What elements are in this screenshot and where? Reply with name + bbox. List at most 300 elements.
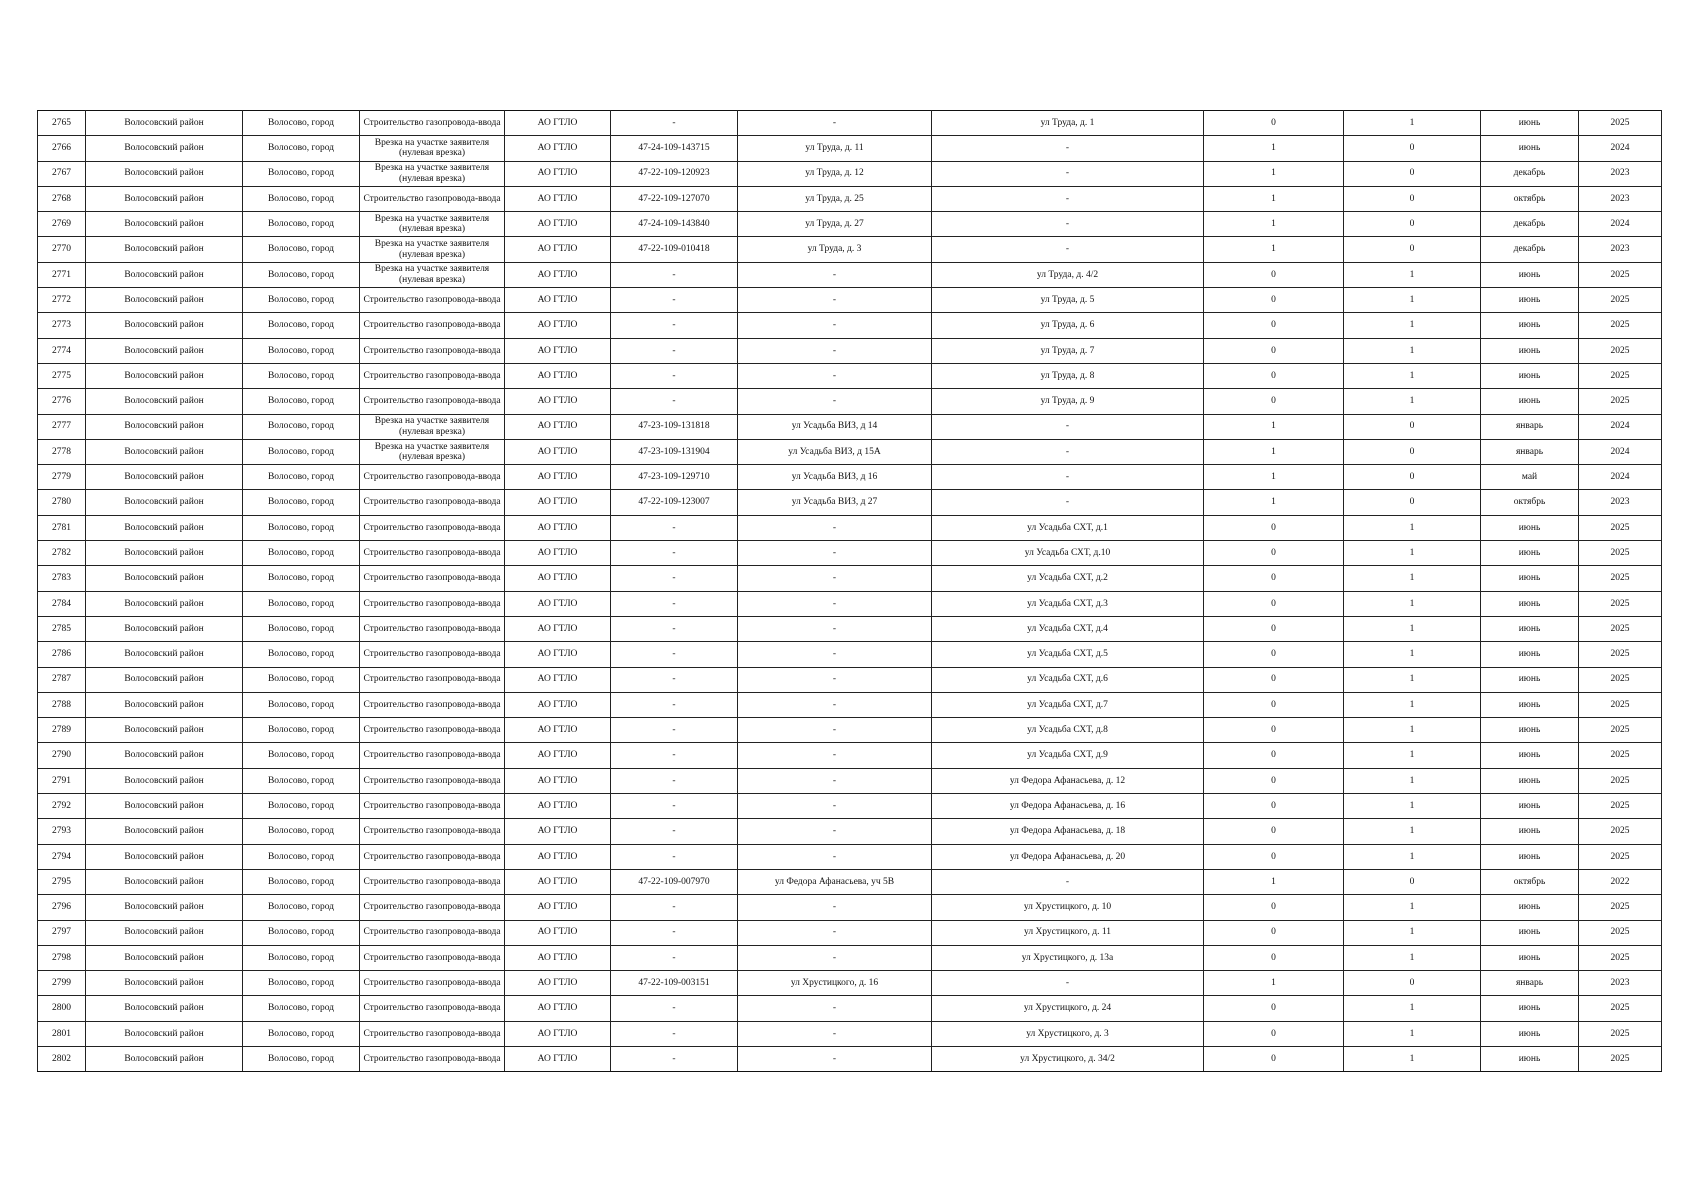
- contract-number-cell: -: [611, 743, 738, 768]
- work-type-cell: Строительство газопровода-ввода: [360, 945, 505, 970]
- table-row: [38, 692, 1662, 717]
- contract-number-cell: -: [611, 591, 738, 616]
- contract-number-cell: -: [611, 667, 738, 692]
- table-row: [38, 212, 1662, 237]
- contract-address-cell: -: [738, 515, 932, 540]
- district-cell: Волосовский район: [86, 591, 243, 616]
- month-cell: июнь: [1481, 996, 1579, 1021]
- contracted-count-cell: 0: [1204, 616, 1344, 641]
- district-cell: Волосовский район: [86, 819, 243, 844]
- planned-count-cell: 1: [1344, 1021, 1481, 1046]
- year-cell: 2025: [1579, 819, 1662, 844]
- month-cell: июнь: [1481, 1021, 1579, 1046]
- year-cell: 2025: [1579, 541, 1662, 566]
- year-cell: 2025: [1579, 743, 1662, 768]
- year-cell: 2023: [1579, 161, 1662, 186]
- row-number-cell: 2779: [38, 465, 86, 490]
- row-number-cell: 2784: [38, 591, 86, 616]
- settlement-cell: Волосово, город: [243, 692, 360, 717]
- contract-address-cell: -: [738, 945, 932, 970]
- month-cell: июнь: [1481, 895, 1579, 920]
- contract-number-cell: -: [611, 363, 738, 388]
- work-type-cell: Строительство газопровода-ввода: [360, 996, 505, 1021]
- table-row: [38, 794, 1662, 819]
- planned-count-cell: 1: [1344, 667, 1481, 692]
- organization-cell: АО ГТЛО: [505, 288, 611, 313]
- work-type-cell: Строительство газопровода-ввода: [360, 1046, 505, 1071]
- address-cell: -: [932, 414, 1204, 439]
- district-cell: Волосовский район: [86, 313, 243, 338]
- month-cell: июнь: [1481, 642, 1579, 667]
- month-cell: май: [1481, 465, 1579, 490]
- contract-address-cell: -: [738, 262, 932, 287]
- address-cell: ул Труда, д. 8: [932, 363, 1204, 388]
- contract-address-cell: -: [738, 313, 932, 338]
- row-number-cell: 2771: [38, 262, 86, 287]
- contract-address-cell: -: [738, 718, 932, 743]
- settlement-cell: Волосово, город: [243, 288, 360, 313]
- address-cell: ул Хрустицкого, д. 24: [932, 996, 1204, 1021]
- address-cell: -: [932, 212, 1204, 237]
- contract-address-cell: -: [738, 1021, 932, 1046]
- contract-number-cell: -: [611, 895, 738, 920]
- settlement-cell: Волосово, город: [243, 566, 360, 591]
- row-number-cell: 2778: [38, 439, 86, 464]
- organization-cell: АО ГТЛО: [505, 667, 611, 692]
- planned-count-cell: 1: [1344, 945, 1481, 970]
- contracted-count-cell: 0: [1204, 338, 1344, 363]
- work-type-cell: Строительство газопровода-ввода: [360, 515, 505, 540]
- contract-address-cell: ул Усадьба ВИЗ, д 14: [738, 414, 932, 439]
- month-cell: июнь: [1481, 718, 1579, 743]
- address-cell: ул Усадьба СХТ, д.10: [932, 541, 1204, 566]
- table-row: [38, 262, 1662, 287]
- planned-count-cell: 1: [1344, 718, 1481, 743]
- settlement-cell: Волосово, город: [243, 869, 360, 894]
- contracted-count-cell: 1: [1204, 869, 1344, 894]
- row-number-cell: 2793: [38, 819, 86, 844]
- settlement-cell: Волосово, город: [243, 667, 360, 692]
- district-cell: Волосовский район: [86, 1046, 243, 1071]
- settlement-cell: Волосово, город: [243, 718, 360, 743]
- contract-address-cell: -: [738, 338, 932, 363]
- district-cell: Волосовский район: [86, 794, 243, 819]
- month-cell: июнь: [1481, 1046, 1579, 1071]
- contract-address-cell: -: [738, 591, 932, 616]
- address-cell: ул Хрустицкого, д. 13а: [932, 945, 1204, 970]
- planned-count-cell: 1: [1344, 591, 1481, 616]
- district-cell: Волосовский район: [86, 971, 243, 996]
- contract-number-cell: -: [611, 515, 738, 540]
- address-cell: ул Труда, д. 4/2: [932, 262, 1204, 287]
- year-cell: 2024: [1579, 414, 1662, 439]
- contract-address-cell: ул Труда, д. 27: [738, 212, 932, 237]
- district-cell: Волосовский район: [86, 642, 243, 667]
- organization-cell: АО ГТЛО: [505, 262, 611, 287]
- contract-address-cell: -: [738, 768, 932, 793]
- table-row: [38, 186, 1662, 211]
- contracted-count-cell: 0: [1204, 389, 1344, 414]
- work-type-cell: Строительство газопровода-ввода: [360, 363, 505, 388]
- month-cell: декабрь: [1481, 237, 1579, 262]
- row-number-cell: 2791: [38, 768, 86, 793]
- district-cell: Волосовский район: [86, 996, 243, 1021]
- year-cell: 2024: [1579, 465, 1662, 490]
- settlement-cell: Волосово, город: [243, 591, 360, 616]
- organization-cell: АО ГТЛО: [505, 212, 611, 237]
- work-type-cell: Строительство газопровода-ввода: [360, 667, 505, 692]
- planned-count-cell: 1: [1344, 692, 1481, 717]
- row-number-cell: 2802: [38, 1046, 86, 1071]
- row-number-cell: 2789: [38, 718, 86, 743]
- work-type-cell: Строительство газопровода-ввода: [360, 389, 505, 414]
- contract-address-cell: -: [738, 111, 932, 136]
- organization-cell: АО ГТЛО: [505, 490, 611, 515]
- year-cell: 2025: [1579, 389, 1662, 414]
- year-cell: 2025: [1579, 844, 1662, 869]
- district-cell: Волосовский район: [86, 439, 243, 464]
- contracted-count-cell: 1: [1204, 186, 1344, 211]
- year-cell: 2025: [1579, 996, 1662, 1021]
- planned-count-cell: 1: [1344, 515, 1481, 540]
- planned-count-cell: 0: [1344, 237, 1481, 262]
- contract-number-cell: 47-24-109-143840: [611, 212, 738, 237]
- organization-cell: АО ГТЛО: [505, 692, 611, 717]
- row-number-cell: 2795: [38, 869, 86, 894]
- work-type-cell: Строительство газопровода-ввода: [360, 971, 505, 996]
- organization-cell: АО ГТЛО: [505, 743, 611, 768]
- row-number-cell: 2797: [38, 920, 86, 945]
- table-row: [38, 819, 1662, 844]
- contract-number-cell: -: [611, 389, 738, 414]
- row-number-cell: 2800: [38, 996, 86, 1021]
- table-row: [38, 1046, 1662, 1071]
- month-cell: июнь: [1481, 794, 1579, 819]
- contract-number-cell: -: [611, 945, 738, 970]
- settlement-cell: Волосово, город: [243, 338, 360, 363]
- work-type-cell: Врезка на участке заявителя (нулевая врезка): [360, 262, 505, 287]
- planned-count-cell: 1: [1344, 895, 1481, 920]
- contracted-count-cell: 0: [1204, 642, 1344, 667]
- contract-address-cell: -: [738, 819, 932, 844]
- contract-number-cell: -: [611, 996, 738, 1021]
- row-number-cell: 2782: [38, 541, 86, 566]
- address-cell: ул Труда, д. 9: [932, 389, 1204, 414]
- contract-address-cell: -: [738, 692, 932, 717]
- table-row: [38, 743, 1662, 768]
- table-row: [38, 237, 1662, 262]
- year-cell: 2025: [1579, 945, 1662, 970]
- month-cell: июнь: [1481, 515, 1579, 540]
- organization-cell: АО ГТЛО: [505, 389, 611, 414]
- row-number-cell: 2785: [38, 616, 86, 641]
- month-cell: июнь: [1481, 616, 1579, 641]
- organization-cell: АО ГТЛО: [505, 869, 611, 894]
- work-type-cell: Строительство газопровода-ввода: [360, 794, 505, 819]
- planned-count-cell: 1: [1344, 642, 1481, 667]
- address-cell: ул Хрустицкого, д. 11: [932, 920, 1204, 945]
- district-cell: Волосовский район: [86, 895, 243, 920]
- year-cell: 2023: [1579, 971, 1662, 996]
- table-row: [38, 136, 1662, 161]
- planned-count-cell: 1: [1344, 743, 1481, 768]
- year-cell: 2023: [1579, 186, 1662, 211]
- settlement-cell: Волосово, город: [243, 541, 360, 566]
- district-cell: Волосовский район: [86, 465, 243, 490]
- row-number-cell: 2772: [38, 288, 86, 313]
- work-type-cell: Строительство газопровода-ввода: [360, 313, 505, 338]
- contracted-count-cell: 1: [1204, 465, 1344, 490]
- month-cell: июнь: [1481, 667, 1579, 692]
- contracted-count-cell: 0: [1204, 743, 1344, 768]
- work-type-cell: Строительство газопровода-ввода: [360, 819, 505, 844]
- planned-count-cell: 0: [1344, 186, 1481, 211]
- district-cell: Волосовский район: [86, 768, 243, 793]
- address-cell: ул Усадьба СХТ, д.8: [932, 718, 1204, 743]
- district-cell: Волосовский район: [86, 212, 243, 237]
- planned-count-cell: 1: [1344, 616, 1481, 641]
- table-row: [38, 895, 1662, 920]
- table-row: [38, 996, 1662, 1021]
- contract-address-cell: -: [738, 844, 932, 869]
- organization-cell: АО ГТЛО: [505, 945, 611, 970]
- district-cell: Волосовский район: [86, 566, 243, 591]
- settlement-cell: Волосово, город: [243, 1021, 360, 1046]
- contracted-count-cell: 0: [1204, 718, 1344, 743]
- contracted-count-cell: 0: [1204, 288, 1344, 313]
- planned-count-cell: 1: [1344, 819, 1481, 844]
- month-cell: июнь: [1481, 541, 1579, 566]
- row-number-cell: 2770: [38, 237, 86, 262]
- table-row: [38, 869, 1662, 894]
- address-cell: -: [932, 439, 1204, 464]
- row-number-cell: 2787: [38, 667, 86, 692]
- contract-address-cell: ул Федора Афанасьева, уч 5В: [738, 869, 932, 894]
- contract-address-cell: -: [738, 363, 932, 388]
- table-row: [38, 945, 1662, 970]
- row-number-cell: 2786: [38, 642, 86, 667]
- contract-address-cell: ул Труда, д. 3: [738, 237, 932, 262]
- organization-cell: АО ГТЛО: [505, 642, 611, 667]
- contracted-count-cell: 0: [1204, 996, 1344, 1021]
- settlement-cell: Волосово, город: [243, 389, 360, 414]
- contracted-count-cell: 0: [1204, 667, 1344, 692]
- table-row: [38, 465, 1662, 490]
- work-type-cell: Строительство газопровода-ввода: [360, 844, 505, 869]
- district-cell: Волосовский район: [86, 667, 243, 692]
- contracted-count-cell: 0: [1204, 945, 1344, 970]
- month-cell: октябрь: [1481, 869, 1579, 894]
- work-type-cell: Строительство газопровода-ввода: [360, 869, 505, 894]
- table-row: [38, 1021, 1662, 1046]
- organization-cell: АО ГТЛО: [505, 161, 611, 186]
- address-cell: ул Федора Афанасьева, д. 12: [932, 768, 1204, 793]
- contract-address-cell: ул Усадьба ВИЗ, д 15А: [738, 439, 932, 464]
- contract-number-cell: -: [611, 642, 738, 667]
- contract-address-cell: -: [738, 667, 932, 692]
- row-number-cell: 2769: [38, 212, 86, 237]
- settlement-cell: Волосово, город: [243, 136, 360, 161]
- organization-cell: АО ГТЛО: [505, 1021, 611, 1046]
- contracted-count-cell: 0: [1204, 363, 1344, 388]
- planned-count-cell: 1: [1344, 389, 1481, 414]
- district-cell: Волосовский район: [86, 262, 243, 287]
- contract-address-cell: -: [738, 920, 932, 945]
- contract-number-cell: -: [611, 566, 738, 591]
- table-row: [38, 667, 1662, 692]
- month-cell: декабрь: [1481, 212, 1579, 237]
- contract-number-cell: 47-23-109-131818: [611, 414, 738, 439]
- contract-number-cell: 47-24-109-143715: [611, 136, 738, 161]
- month-cell: июнь: [1481, 945, 1579, 970]
- planned-count-cell: 1: [1344, 1046, 1481, 1071]
- row-number-cell: 2765: [38, 111, 86, 136]
- table-row: [38, 642, 1662, 667]
- address-cell: ул Хрустицкого, д. 10: [932, 895, 1204, 920]
- row-number-cell: 2783: [38, 566, 86, 591]
- contract-number-cell: -: [611, 819, 738, 844]
- planned-count-cell: 1: [1344, 313, 1481, 338]
- table-row: [38, 490, 1662, 515]
- organization-cell: АО ГТЛО: [505, 414, 611, 439]
- month-cell: январь: [1481, 414, 1579, 439]
- work-type-cell: Строительство газопровода-ввода: [360, 642, 505, 667]
- planned-count-cell: 1: [1344, 566, 1481, 591]
- work-type-cell: Строительство газопровода-ввода: [360, 566, 505, 591]
- settlement-cell: Волосово, город: [243, 439, 360, 464]
- month-cell: июнь: [1481, 136, 1579, 161]
- year-cell: 2025: [1579, 642, 1662, 667]
- contract-number-cell: -: [611, 541, 738, 566]
- row-number-cell: 2796: [38, 895, 86, 920]
- organization-cell: АО ГТЛО: [505, 136, 611, 161]
- contract-number-cell: -: [611, 718, 738, 743]
- district-cell: Волосовский район: [86, 844, 243, 869]
- contract-address-cell: -: [738, 1046, 932, 1071]
- year-cell: 2023: [1579, 237, 1662, 262]
- year-cell: 2025: [1579, 616, 1662, 641]
- organization-cell: АО ГТЛО: [505, 338, 611, 363]
- contracted-count-cell: 0: [1204, 262, 1344, 287]
- settlement-cell: Волосово, город: [243, 768, 360, 793]
- district-cell: Волосовский район: [86, 389, 243, 414]
- address-cell: ул Усадьба СХТ, д.6: [932, 667, 1204, 692]
- row-number-cell: 2794: [38, 844, 86, 869]
- settlement-cell: Волосово, город: [243, 237, 360, 262]
- year-cell: 2025: [1579, 768, 1662, 793]
- table-row: [38, 920, 1662, 945]
- year-cell: 2025: [1579, 515, 1662, 540]
- contract-number-cell: -: [611, 288, 738, 313]
- settlement-cell: Волосово, город: [243, 895, 360, 920]
- row-number-cell: 2776: [38, 389, 86, 414]
- organization-cell: АО ГТЛО: [505, 465, 611, 490]
- year-cell: 2025: [1579, 363, 1662, 388]
- organization-cell: АО ГТЛО: [505, 363, 611, 388]
- contract-number-cell: -: [611, 616, 738, 641]
- work-type-cell: Врезка на участке заявителя (нулевая врезка): [360, 161, 505, 186]
- settlement-cell: Волосово, город: [243, 313, 360, 338]
- district-cell: Волосовский район: [86, 363, 243, 388]
- contracted-count-cell: 0: [1204, 566, 1344, 591]
- settlement-cell: Волосово, город: [243, 794, 360, 819]
- address-cell: ул Хрустицкого, д. 3: [932, 1021, 1204, 1046]
- organization-cell: АО ГТЛО: [505, 794, 611, 819]
- table-row: [38, 591, 1662, 616]
- table-row: [38, 616, 1662, 641]
- work-type-cell: Строительство газопровода-ввода: [360, 465, 505, 490]
- work-type-cell: Строительство газопровода-ввода: [360, 895, 505, 920]
- month-cell: октябрь: [1481, 186, 1579, 211]
- month-cell: июнь: [1481, 819, 1579, 844]
- year-cell: 2022: [1579, 869, 1662, 894]
- contracted-count-cell: 1: [1204, 439, 1344, 464]
- address-cell: ул Усадьба СХТ, д.9: [932, 743, 1204, 768]
- district-cell: Волосовский район: [86, 945, 243, 970]
- settlement-cell: Волосово, город: [243, 819, 360, 844]
- contract-number-cell: -: [611, 262, 738, 287]
- work-type-cell: Строительство газопровода-ввода: [360, 288, 505, 313]
- planned-count-cell: 1: [1344, 288, 1481, 313]
- year-cell: 2025: [1579, 692, 1662, 717]
- year-cell: 2025: [1579, 1021, 1662, 1046]
- address-cell: ул Усадьба СХТ, д.2: [932, 566, 1204, 591]
- row-number-cell: 2773: [38, 313, 86, 338]
- contracted-count-cell: 1: [1204, 136, 1344, 161]
- organization-cell: АО ГТЛО: [505, 616, 611, 641]
- month-cell: июнь: [1481, 692, 1579, 717]
- address-cell: -: [932, 136, 1204, 161]
- month-cell: июнь: [1481, 288, 1579, 313]
- row-number-cell: 2774: [38, 338, 86, 363]
- district-cell: Волосовский район: [86, 920, 243, 945]
- contract-address-cell: -: [738, 642, 932, 667]
- organization-cell: АО ГТЛО: [505, 541, 611, 566]
- table-row: [38, 288, 1662, 313]
- address-cell: ул Усадьба СХТ, д.3: [932, 591, 1204, 616]
- district-cell: Волосовский район: [86, 111, 243, 136]
- settlement-cell: Волосово, город: [243, 945, 360, 970]
- district-cell: Волосовский район: [86, 338, 243, 363]
- table-row: [38, 768, 1662, 793]
- planned-count-cell: 1: [1344, 996, 1481, 1021]
- contract-address-cell: -: [738, 996, 932, 1021]
- table-row: [38, 111, 1662, 136]
- contracted-count-cell: 0: [1204, 1046, 1344, 1071]
- table-row: [38, 389, 1662, 414]
- contract-address-cell: -: [738, 288, 932, 313]
- planned-count-cell: 1: [1344, 920, 1481, 945]
- year-cell: 2025: [1579, 338, 1662, 363]
- contracted-count-cell: 0: [1204, 1021, 1344, 1046]
- month-cell: январь: [1481, 971, 1579, 996]
- contracted-count-cell: 0: [1204, 692, 1344, 717]
- settlement-cell: Волосово, город: [243, 743, 360, 768]
- year-cell: 2025: [1579, 262, 1662, 287]
- contract-number-cell: 47-22-109-007970: [611, 869, 738, 894]
- settlement-cell: Волосово, город: [243, 971, 360, 996]
- settlement-cell: Волосово, город: [243, 262, 360, 287]
- table-row: [38, 161, 1662, 186]
- work-type-cell: Строительство газопровода-ввода: [360, 591, 505, 616]
- work-type-cell: Строительство газопровода-ввода: [360, 616, 505, 641]
- contract-address-cell: ул Труда, д. 25: [738, 186, 932, 211]
- contract-number-cell: 47-23-109-131904: [611, 439, 738, 464]
- address-cell: ул Усадьба СХТ, д.7: [932, 692, 1204, 717]
- district-cell: Волосовский район: [86, 541, 243, 566]
- organization-cell: АО ГТЛО: [505, 111, 611, 136]
- planned-count-cell: 0: [1344, 136, 1481, 161]
